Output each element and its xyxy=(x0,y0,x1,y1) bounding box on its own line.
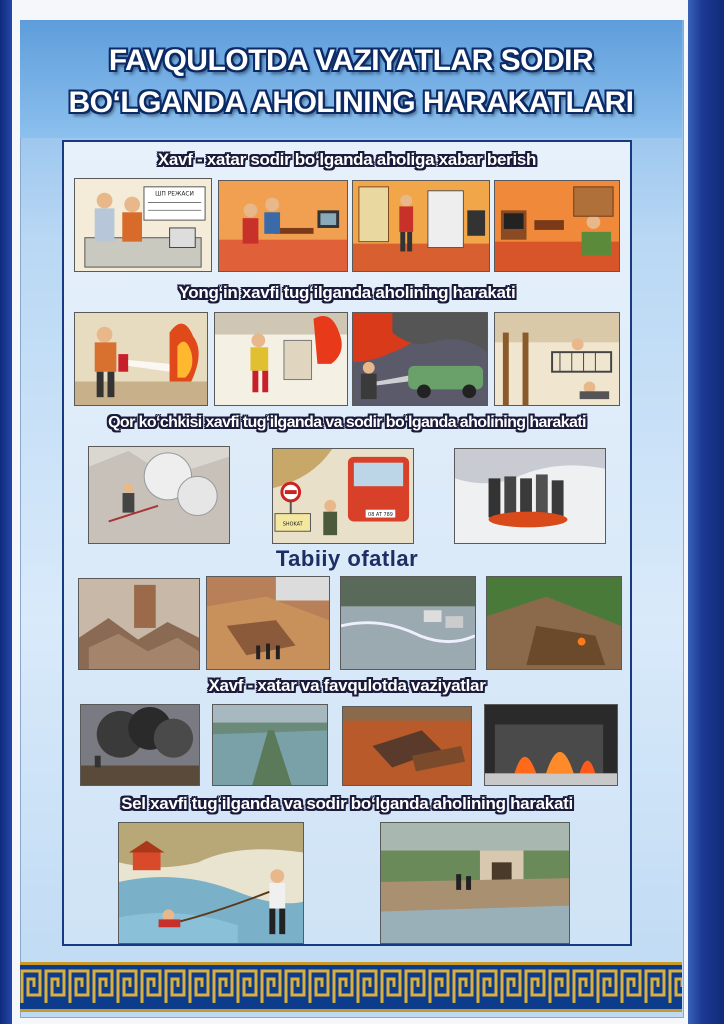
rescuers-in-snow-photo xyxy=(454,448,606,544)
mudflow-aftermath-photo xyxy=(380,822,570,944)
office-board-text: ШП РЕЖАСИ xyxy=(155,191,194,198)
right-binding-edge xyxy=(688,0,724,1024)
family-at-table-illustration xyxy=(218,180,348,272)
poster-header xyxy=(20,20,682,138)
mudflow-rescue-illustration xyxy=(118,822,304,944)
section-heading-hazards: Xavf - xatar va favqulotda vaziyatlar xyxy=(208,676,486,695)
section-heading-warning: Xavf - xatar sodir bo‘lganda aholiga xabar berish xyxy=(157,150,537,169)
avalanche-illustration xyxy=(88,446,230,544)
flooded-street-photo xyxy=(340,576,476,670)
landslide-photo xyxy=(486,576,622,670)
industrial-smoke-photo xyxy=(80,704,200,786)
poster-title-line-1: FAVQULOTDA VAZIYATLAR SODIR xyxy=(108,44,594,77)
flooded-town-aerial-photo xyxy=(212,704,328,786)
section-heading-avalanche: Qor ko‘chkisi xavfi tug‘ilganda va sodir bo‘lganda aholining harakati xyxy=(108,414,586,431)
woman-watching-tv-illustration xyxy=(494,180,620,272)
left-binding-edge xyxy=(0,0,12,1024)
decorative-meander-border xyxy=(20,962,682,1012)
man-turning-on-tv-illustration xyxy=(352,180,490,272)
bus-checkpoint-illustration xyxy=(272,448,414,544)
dispatch-office-illustration xyxy=(74,178,212,272)
section-heading-mudflow: Sel xavfi tug‘ilganda va sodir bo‘lganda aholining harakati xyxy=(121,794,573,813)
fire-extinguisher-illustration xyxy=(74,312,208,406)
evacuating-burning-room-illustration xyxy=(214,312,348,406)
burning-car-photo-illustration xyxy=(352,312,488,406)
section-heading-fire: Yong‘in xavfi tug‘ilganda aholining harakati xyxy=(178,283,516,302)
bus-plate-text: 08 AT 789 xyxy=(368,512,393,519)
poster-title-line-2: BO‘LGANDA AHOLINING HARAKATLARI xyxy=(68,86,634,119)
burning-building-photo xyxy=(484,704,618,786)
checkpoint-sign-text: SHOKAT xyxy=(282,521,303,528)
collapsed-road-photo xyxy=(206,576,330,670)
balcony-rescue-illustration xyxy=(494,312,620,406)
earthquake-ruins-photo xyxy=(78,578,200,670)
section-heading-natural-disasters: Tabiiy ofatlar xyxy=(275,546,419,571)
train-wreck-photo xyxy=(342,706,472,786)
